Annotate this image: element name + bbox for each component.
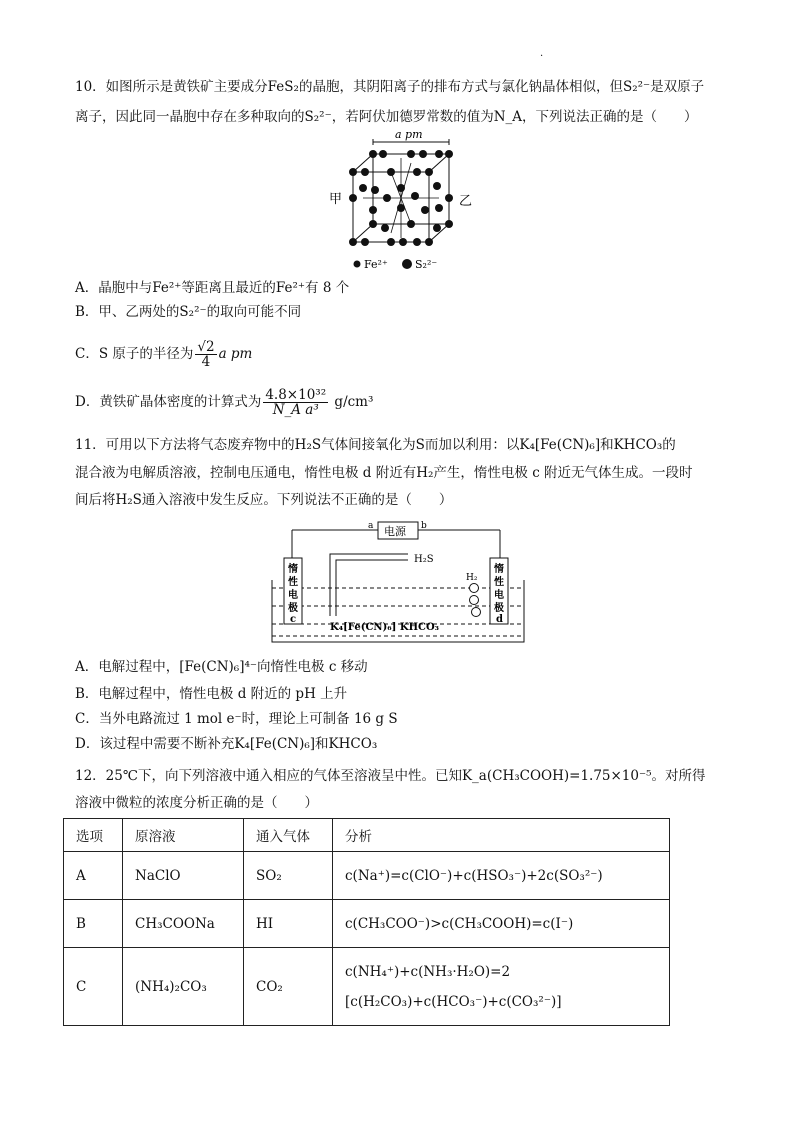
table-row (64, 900, 670, 948)
electrolysis-cell-figure (268, 518, 530, 650)
cell-dimension-label: a pm (395, 128, 423, 141)
row-a-analysis: c(Na⁺)=c(ClO⁻)+c(HSO₃⁻)+2c(SO₃²⁻) (333, 852, 670, 900)
q12-options-table (63, 818, 670, 1026)
q10-option-a: A．晶胞中与Fe²⁺等距离且最近的Fe²⁺有 8 个 (75, 280, 350, 296)
row-c-gas: CO₂ (244, 948, 333, 1026)
q10-option-d: D．黄铁矿晶体密度的计算式为 $\frac{\text{4.8×10³²}}{\text{N\_A a³}}$ g/cm³ (75, 387, 374, 418)
q12-stem-line2: 溶液中微粒的浓度分析正确的是（ ） (75, 795, 318, 811)
q10-option-b: B．甲、乙两处的S₂²⁻的取向可能不同 (75, 304, 302, 320)
svg-text:惰性电极c: 惰性电极 c (288, 564, 298, 625)
row-a-solution: NaClO (123, 852, 244, 900)
header-gas: 通入气体 (244, 819, 333, 852)
row-b-option: B (64, 900, 123, 948)
table-row (64, 948, 670, 1026)
q11-option-d: D．该过程中需要不断补充K₄[Fe(CN)₆]和KHCO₃ (75, 736, 378, 752)
q12-stem-line1: 12．25℃下，向下列溶液中通入相应的气体至溶液呈中性。已知K_a(CH₃COOH)=1.75×10⁻⁵。对所得 (75, 768, 706, 784)
q10-stem-line1: 10．如图所示是黄铁矿主要成分FeS₂的晶胞，其阴阳离子的排布方式与氯化钠晶体相似，但S₂²⁻是双原子 (75, 79, 705, 95)
header-analysis: 分析 (333, 819, 670, 852)
legend-s2: S₂²⁻ (415, 258, 438, 271)
q11-option-a: A．电解过程中，[Fe(CN)₆]⁴⁻向惰性电极 c 移动 (75, 659, 368, 675)
power-label: 电源 (384, 525, 406, 538)
pyrite-unit-cell-figure (325, 128, 485, 276)
svg-text:b: b (421, 521, 427, 531)
row-c-analysis (333, 948, 670, 1026)
row-c-analysis-line2: [c(H₂CO₃)+c(HCO₃⁻)+c(CO₃²⁻)] (345, 993, 562, 1010)
label-yi: 乙 (459, 194, 473, 209)
solution-label: K₄[Fe(CN)₆] KHCO₃ (330, 622, 440, 633)
row-c-solution: (NH₄)₂CO₃ (123, 948, 244, 1026)
svg-text:惰性电极d: 惰性电极 d (494, 564, 504, 625)
row-b-gas: HI (244, 900, 333, 948)
row-c-analysis-line1: c(NH₄⁺)+c(NH₃·H₂O)=2 (345, 963, 511, 980)
header-solution: 原溶液 (123, 819, 244, 852)
q11-option-c: C．当外电路流过 1 mol e⁻时，理论上可制备 16 g S (75, 711, 398, 727)
table-header-row (64, 819, 670, 852)
q11-option-b: B．电解过程中，惰性电极 d 附近的 pH 上升 (75, 686, 348, 702)
q10-stem-line2: 离子，因此同一晶胞中存在多种取向的S₂²⁻，若阿伏加德罗常数的值为N_A，下列说法正确的是（ ） (75, 109, 698, 125)
q11-stem-line2: 混合液为电解质溶液，控制电压通电，惰性电极 d 附近有H₂产生，惰性电极 c 附近无气体生成。一段时 (75, 465, 693, 481)
corner-mark: . (540, 48, 544, 59)
row-c-option: C (64, 948, 123, 1026)
row-a-gas: SO₂ (244, 852, 333, 900)
row-b-solution: CH₃COONa (123, 900, 244, 948)
row-b-analysis: c(CH₃COO⁻)>c(CH₃COOH)=c(I⁻) (333, 900, 670, 948)
row-a-option: A (64, 852, 123, 900)
h2-label: H₂ (466, 573, 478, 583)
table-row (64, 852, 670, 900)
q11-stem-line1: 11．可用以下方法将气态废弃物中的H₂S气体间接氧化为S而加以利用：以K₄[Fe(CN)₆]和KHCO₃的 (75, 437, 676, 453)
legend-fe: Fe²⁺ (364, 258, 388, 271)
h2s-label: H₂S (414, 554, 434, 565)
q10-option-c: C．S 原子的半径为 $\frac{√2}{4}$ a pm (75, 339, 253, 370)
label-jia: 甲 (329, 192, 343, 207)
svg-text:a: a (368, 521, 374, 531)
header-option: 选项 (64, 819, 123, 852)
q11-stem-line3: 间后将H₂S通入溶液中发生反应。下列说法不正确的是（ ） (75, 492, 453, 508)
